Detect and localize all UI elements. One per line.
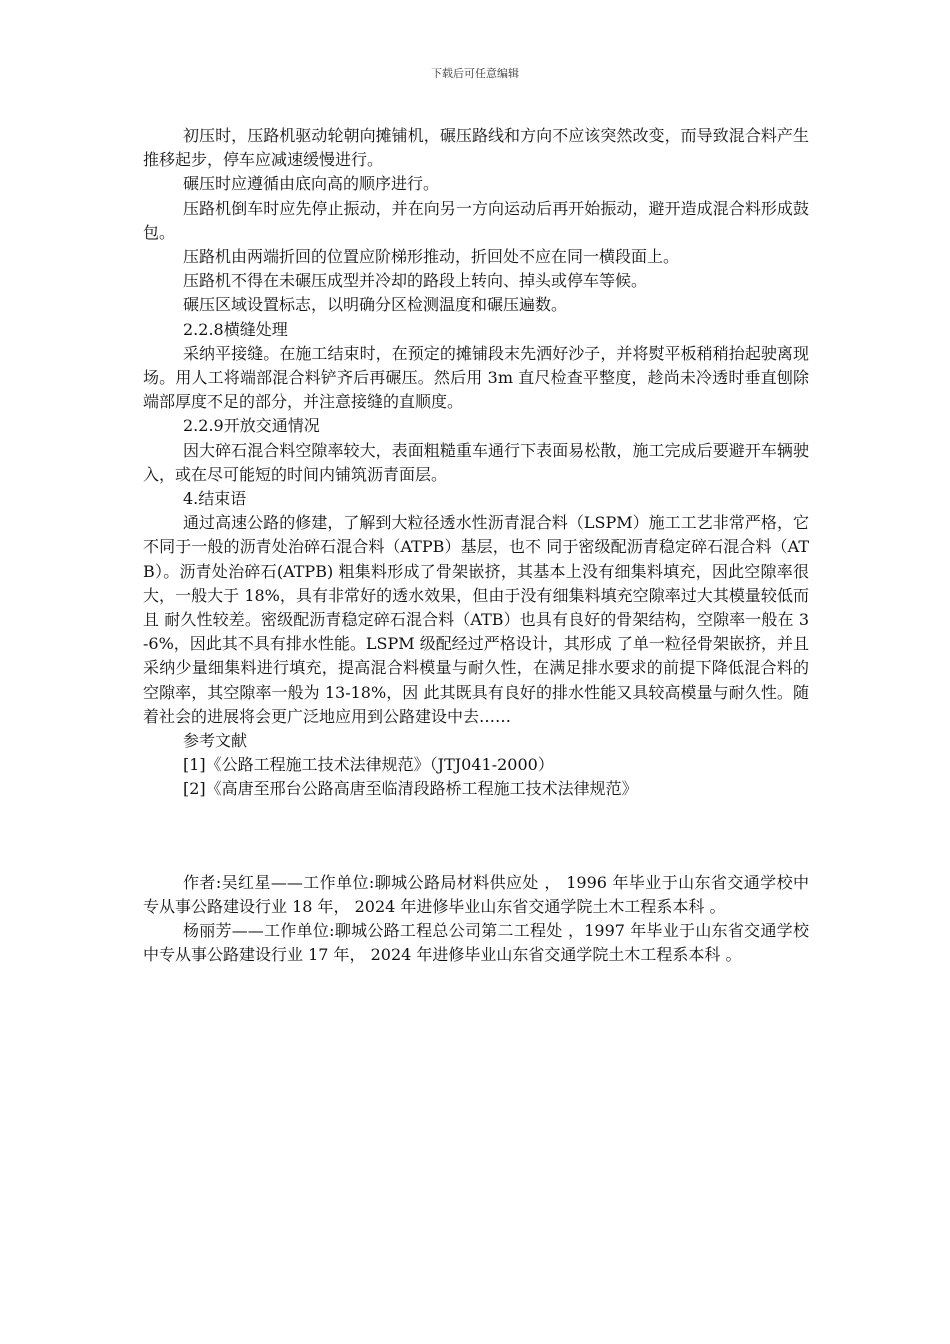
paragraph: 初压时，压路机驱动轮朝向摊铺机，碾压路线和方向不应该突然改变，而导致混合料产生推移起步，停车应减速缓慢进行。: [143, 126, 809, 170]
paragraph: 碾压时应遵循由底向高的顺序进行。: [183, 174, 440, 194]
paragraph: 压路机倒车时应先停止振动，并在向另一方向运动后再开始振动，避开造成混合料形成鼓包。: [143, 198, 809, 242]
paragraph: 压路机不得在未碾压成型并冷却的路段上转向、掉头或停车等候。: [183, 271, 648, 291]
author-info: 杨丽芳——工作单位:聊城公路工程总公司第二工程处 ，1997 年毕业于山东省交通学校中专从事公路建设行业 17 年， 2024 年进修毕业山东省交通学院土木工程系本科 。: [143, 921, 809, 965]
section-heading-open-traffic: 2.2.9开放交通情况: [183, 416, 320, 436]
author-info: 作者:吴红星——工作单位:聊城公路局材料供应处 ， 1996 年毕业于山东省交通学校中专从事公路建设行业 18 年， 2024 年进修毕业山东省交通学院土木工程系本科 。: [143, 872, 809, 916]
paragraph: 采纳平接缝。在施工结束时，在预定的摊铺段末先洒好沙子，并将熨平板稍稍抬起驶离现场。用人工将端部混合料铲齐后再碾压。然后用 3m 直尺检查平整度，趁尚未冷透时垂直刨除端部厚度不足的部分，并注意接缝的直顺度。: [143, 343, 809, 412]
paragraph: 通过高速公路的修建，了解到大粒径透水性沥青混合料（LSPM）施工工艺非常严格，它不同于一般的沥青处治碎石混合料（ATPB）基层，也不 同于密级配沥青稳定碎石混合料（ATB）。沥青处治碎石(ATPB) 粗集料形成了骨架嵌挤，其基本上没有细集料填充，因此空隙率很大，一般大于 18%，具有非常好的透水效果，但由于没有细集料填充空隙率过大其模量较低而且 耐久性较差。密级配沥青稳定碎石混合料（ATB）也具有良好的骨架结构，空隙率一般在 3-6%，因此其不具有排水性能。LSPM 级配经过严格设计，其形成 了单一粒径骨架嵌挤，并且采纳少量细集料进行填充，提高混合料模量与耐久性，在满足排水要求的前提下降低混合料的空隙率，其空隙率一般为 13-18%，因 此其既具有良好的排水性能又具较高模量与耐久性。随着社会的进展将会更广泛地应用到公路建设中去……: [143, 513, 809, 726]
reference-item: [2]《高唐至邢台公路高唐至临清段路桥工程施工技术法律规范》: [183, 779, 638, 799]
references-heading: 参考文献: [183, 731, 248, 751]
paragraph: 因大碎石混合料空隙率较大，表面粗糙重车通行下表面易松散，施工完成后要避开车辆驶入，或在尽可能短的时间内铺筑沥青面层。: [143, 440, 809, 484]
paragraph: 碾压区域设置标志，以明确分区检测温度和碾压遍数。: [183, 295, 568, 315]
document-body: [143, 124, 809, 968]
section-heading-transverse-joint: 2.2.8横缝处理: [183, 319, 288, 339]
section-heading-conclusion: 4.结束语: [183, 489, 247, 509]
paragraph: 压路机由两端折回的位置应阶梯形推动，折回处不应在同一横段面上。: [183, 247, 680, 267]
page-header-note: 下载后可任意编辑: [431, 67, 519, 80]
reference-item: [1]《公路工程施工技术法律规范》（JTJ041-2000）: [183, 755, 554, 775]
